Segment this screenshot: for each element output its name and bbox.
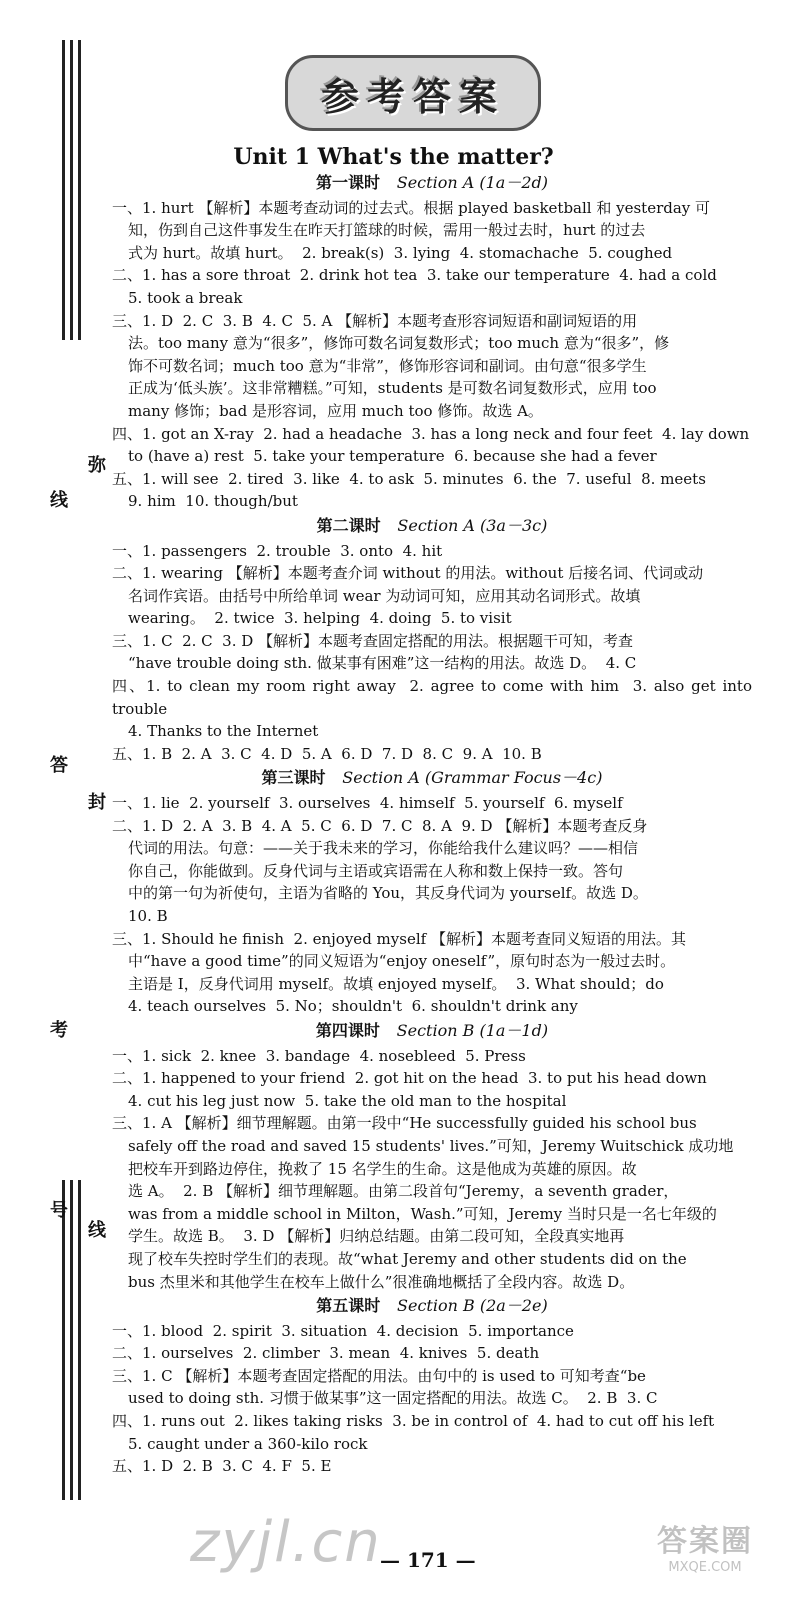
lesson-heading: [112, 767, 752, 790]
seal-char: 线: [85, 1220, 106, 1238]
answer-line: 选 A。 2. B 【解析】细节理解题。由第二段首句“Jeremy，a seventh grader，: [128, 1182, 679, 1201]
lesson-heading: [112, 1295, 752, 1318]
seal-char: 弥: [85, 455, 106, 473]
answer-line: 4. cut his leg just now 5. take the old man to the hospital: [128, 1091, 567, 1110]
answer-line: 二、1. happened to your friend 2. got hit on the head 3. to put his head down: [112, 1069, 707, 1088]
answer-line: 代词的用法。句意：——关于我未来的学习，你能给我什么建议吗？——相信: [128, 839, 639, 858]
answer-line: 四、1. to clean my room right away 2. agree to come with him 3. also get into trouble: [112, 677, 757, 718]
answer-line: 中的第一句为祈使句，主语为省略的 You，其反身代词为 yourself。故选 D。: [128, 884, 648, 903]
side-label: 考: [47, 1020, 68, 1038]
answer-line: 5. took a break: [128, 288, 243, 307]
answer-line: 主语是 I，反身代词用 myself。故填 enjoyed myself。 3. What should；do: [128, 974, 664, 993]
lesson-title: 第四课时: [315, 1020, 380, 1040]
answer-line: 五、1. D 2. B 3. C 4. F 5. E: [112, 1457, 332, 1476]
answer-line: 三、1. A 【解析】细节理解题。由第一段中“He successfully guided his school bus: [112, 1114, 697, 1133]
answer-line: 三、1. C 【解析】本题考查固定搭配的用法。由句中的 is used to 可知考查“be: [112, 1366, 646, 1385]
margin-rule: [78, 1180, 81, 1500]
answer-line: 4. Thanks to the Internet: [128, 722, 319, 741]
lesson-heading: [112, 1020, 752, 1043]
answer-line: 正成为‘低头族’。这非常糟糕。”可知，students 是可数名词复数形式，应用 too: [128, 379, 657, 398]
answer-line: 四、1. got an X-ray 2. had a headache 3. has a long neck and four feet 4. lay down: [112, 424, 750, 443]
margin-rule: [62, 1180, 65, 1500]
answer-line: 4. teach ourselves 5. No；shouldn't 6. shouldn't drink any: [128, 997, 578, 1016]
logo-text: 答案圈: [657, 1524, 753, 1559]
answer-line: 三、1. Should he finish 2. enjoyed myself 【解析】本题考查同义短语的用法。其: [112, 929, 686, 948]
answer-line: 学生。故选 B。 3. D 【解析】归纳总结题。由第二段可知，全段真实地再: [128, 1227, 625, 1246]
lesson-title: 第二课时: [316, 515, 381, 535]
answer-line: 法。too many 意为“很多”，修饰可数名词复数形式；too much 意为“很多”，修: [128, 334, 670, 353]
answer-line: 一、1. passengers 2. trouble 3. onto 4. hit: [112, 541, 443, 560]
lesson-title: 第一课时: [316, 173, 381, 192]
answer-line: 二、1. has a sore throat 2. drink hot tea 3. take our temperature 4. had a cold: [112, 266, 717, 285]
answer-line: 一、1. hurt 【解析】本题考查动词的过去式。根据 played basketball 和 yesterday 可: [112, 198, 711, 217]
answer-line: 10. B: [128, 907, 168, 925]
lesson-title: 第三课时: [261, 768, 326, 788]
answer-line: 一、1. sick 2. knee 3. bandage 4. nosebleed 5. Press: [112, 1046, 526, 1065]
watermark: zyjl.cn: [190, 1510, 382, 1575]
answer-line: was from a middle school in Milton，Wash.”可知，Jeremy 当时只是一名七年级的: [128, 1204, 717, 1223]
answer-line: 5. caught under a 360-kilo rock: [128, 1434, 368, 1453]
margin-rule: [70, 40, 73, 340]
page-number: — 171 —: [380, 1548, 476, 1572]
answer-line: 三、1. C 2. C 3. D 【解析】本题考查固定搭配的用法。根据题干可知，考查: [112, 631, 634, 650]
margin-rule: [70, 1180, 73, 1500]
lesson-section: Section A (1a－2d): [396, 173, 548, 192]
answer-line: 五、1. will see 2. tired 3. like 4. to ask 5. minutes 6. the 7. useful 8. meets: [112, 469, 706, 488]
answer-line: 一、1. blood 2. spirit 3. situation 4. decision 5. importance: [112, 1321, 574, 1340]
seal-char: 封: [85, 792, 106, 810]
title-banner: [285, 55, 541, 131]
answer-line: 二、1. ourselves 2. climber 3. mean 4. knives 5. death: [112, 1344, 540, 1363]
answer-line: 把校车开到路边停住，挽救了 15 名学生的生命。这是他成为英雄的原因。故: [128, 1159, 637, 1178]
answer-line: to (have a) rest 5. take your temperature 6. because she had a fever: [128, 447, 657, 466]
answer-line: 名词作宾语。由括号中所给单词 wear 为动词可知，应用其动名词形式。故填: [128, 586, 641, 605]
side-label: 线: [47, 490, 68, 508]
answer-line: 中“have a good time”的同义短语为“enjoy oneself”，原句时态为一般过去时。: [128, 952, 676, 971]
logo-watermark: [640, 1516, 770, 1586]
unit-title: Unit 1 What's the matter?: [233, 144, 554, 170]
answer-line: safely off the road and saved 15 students' lives.”可知，Jeremy Wuitschick 成功地: [128, 1136, 734, 1155]
answer-line: 二、1. wearing 【解析】本题考查介词 without 的用法。without 后接名词、代词或动: [112, 564, 704, 583]
answer-line: 式为 hurt。故填 hurt。 2. break(s) 3. lying 4. stomachache 5. coughed: [128, 243, 673, 262]
answer-line: 知，伤到自己这件事发生在昨天打篮球的时候，需用一般过去时，hurt 的过去: [128, 221, 646, 240]
lesson-section: Section B (2a－2e): [397, 1296, 548, 1316]
answer-line: 五、1. B 2. A 3. C 4. D 5. A 6. D 7. D 8. C 9. A 10. B: [112, 744, 542, 763]
answer-line: 饰不可数名词；much too 意为“非常”，修饰形容词和副词。由句意“很多学生: [128, 356, 647, 375]
lesson-section: Section A (3a－3c): [397, 515, 548, 535]
answer-line: “have trouble doing sth. 做某事有困难”这一结构的用法。故选 D。 4. C: [128, 654, 637, 673]
answer-line: 三、1. D 2. C 3. B 4. C 5. A 【解析】本题考查形容词短语和副词短语的用: [112, 311, 638, 330]
lesson-section: Section B (1a－1d): [396, 1020, 549, 1040]
lesson-section: Section A (Grammar Focus－4c): [342, 768, 603, 788]
answer-line: wearing。 2. twice 3. helping 4. doing 5. to visit: [128, 609, 512, 628]
answer-content: [112, 170, 757, 1478]
answer-line: 二、1. D 2. A 3. B 4. A 5. C 6. D 7. C 8. A 9. D 【解析】本题考查反身: [112, 816, 648, 835]
answer-line: used to doing sth. 习惯于做某事”这一固定搭配的用法。故选 C。 2. B 3. C: [128, 1389, 658, 1408]
answer-line: 9. him 10. though/but: [128, 492, 298, 511]
answer-line: 现了校车失控时学生们的表现。故“what Jeremy and other students did on the: [128, 1249, 687, 1268]
margin-rule: [62, 40, 65, 340]
banner-text: 参考答案: [320, 74, 505, 119]
answer-line: 一、1. lie 2. yourself 3. ourselves 4. himself 5. yourself 6. myself: [112, 794, 623, 813]
lesson-heading: [112, 172, 752, 195]
answer-line: many 修饰；bad 是形容词，应用 much too 修饰。故选 A。: [128, 401, 543, 420]
logo-subtext: MXQE.COM: [668, 1560, 742, 1575]
answer-line: 四、1. runs out 2. likes taking risks 3. be in control of 4. had to cut off his left: [112, 1412, 715, 1431]
margin-rule: [78, 40, 81, 340]
lesson-heading: [112, 515, 752, 538]
side-label: 答: [47, 755, 68, 773]
answer-line: bus 杰里米和其他学生在校车上做什么”很准确地概括了全段内容。故选 D。: [128, 1272, 635, 1291]
side-label: 号: [47, 1200, 68, 1218]
answer-line: 你自己，你能做到。反身代词与主语或宾语需在人称和数上保持一致。答句: [128, 861, 624, 880]
lesson-title: 第五课时: [316, 1296, 381, 1316]
